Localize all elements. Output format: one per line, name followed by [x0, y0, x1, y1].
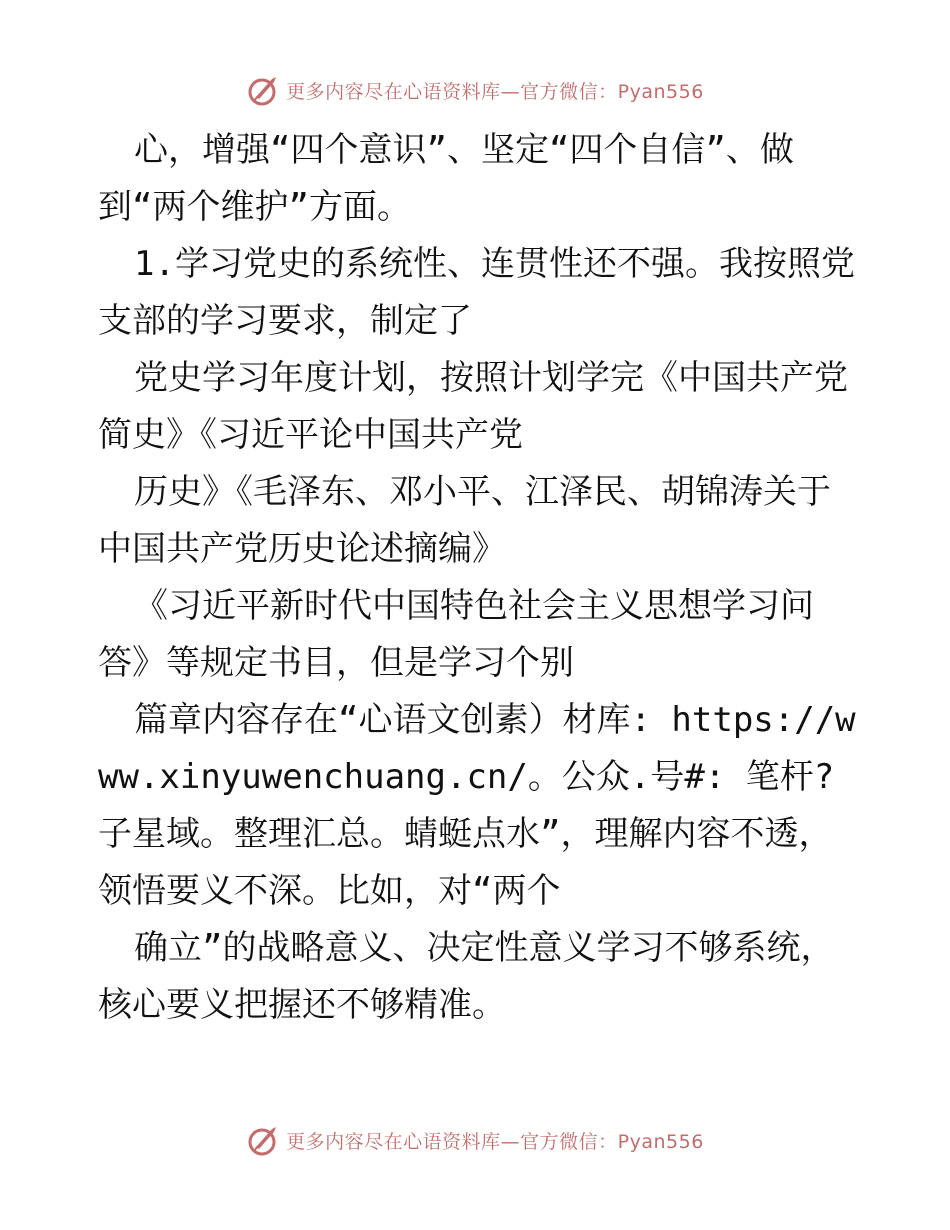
paragraph-2: 1.学习党史的系统性、连贯性还不强。我按照党支部的学习要求，制定了 — [98, 244, 855, 341]
footer-watermark-text: 更多内容尽在心语资料库—官方微信：Pyan556 — [286, 1130, 704, 1153]
paragraph-3: 党史学习年度计划，按照计划学完《中国共产党简史》《习近平论中国共产党 — [98, 358, 848, 455]
quill-logo-icon — [246, 1123, 280, 1157]
footer-watermark — [0, 1120, 950, 1160]
paragraph-1: 心，增强“四个意识”、坚定“四个自信”、做到“两个维护”方面。 — [98, 130, 794, 227]
paragraph-6: 篇章内容存在“心语文创素）材库: https://www.xinyuwenchuang.cn/。公众.号#: 笔杆?子星域。整理汇总。蜻蜓点水”，理解内容不透，领悟要义不深。比如，对“两个 — [98, 700, 856, 911]
document-body — [98, 122, 858, 1034]
header-watermark — [0, 70, 950, 110]
paragraph-4: 历史》《毛泽东、邓小平、江泽民、胡锦涛关于中国共产党历史论述摘编》 — [98, 472, 831, 569]
paragraph-7: 确立”的战略意义、决定性意义学习不够系统，核心要义把握还不够精准。 — [98, 928, 835, 1025]
header-watermark-text: 更多内容尽在心语资料库—官方微信：Pyan556 — [286, 80, 704, 103]
quill-logo-icon — [246, 73, 280, 107]
paragraph-5: 《习近平新时代中国特色社会主义思想学习问答》等规定书目，但是学习个别 — [98, 586, 814, 683]
